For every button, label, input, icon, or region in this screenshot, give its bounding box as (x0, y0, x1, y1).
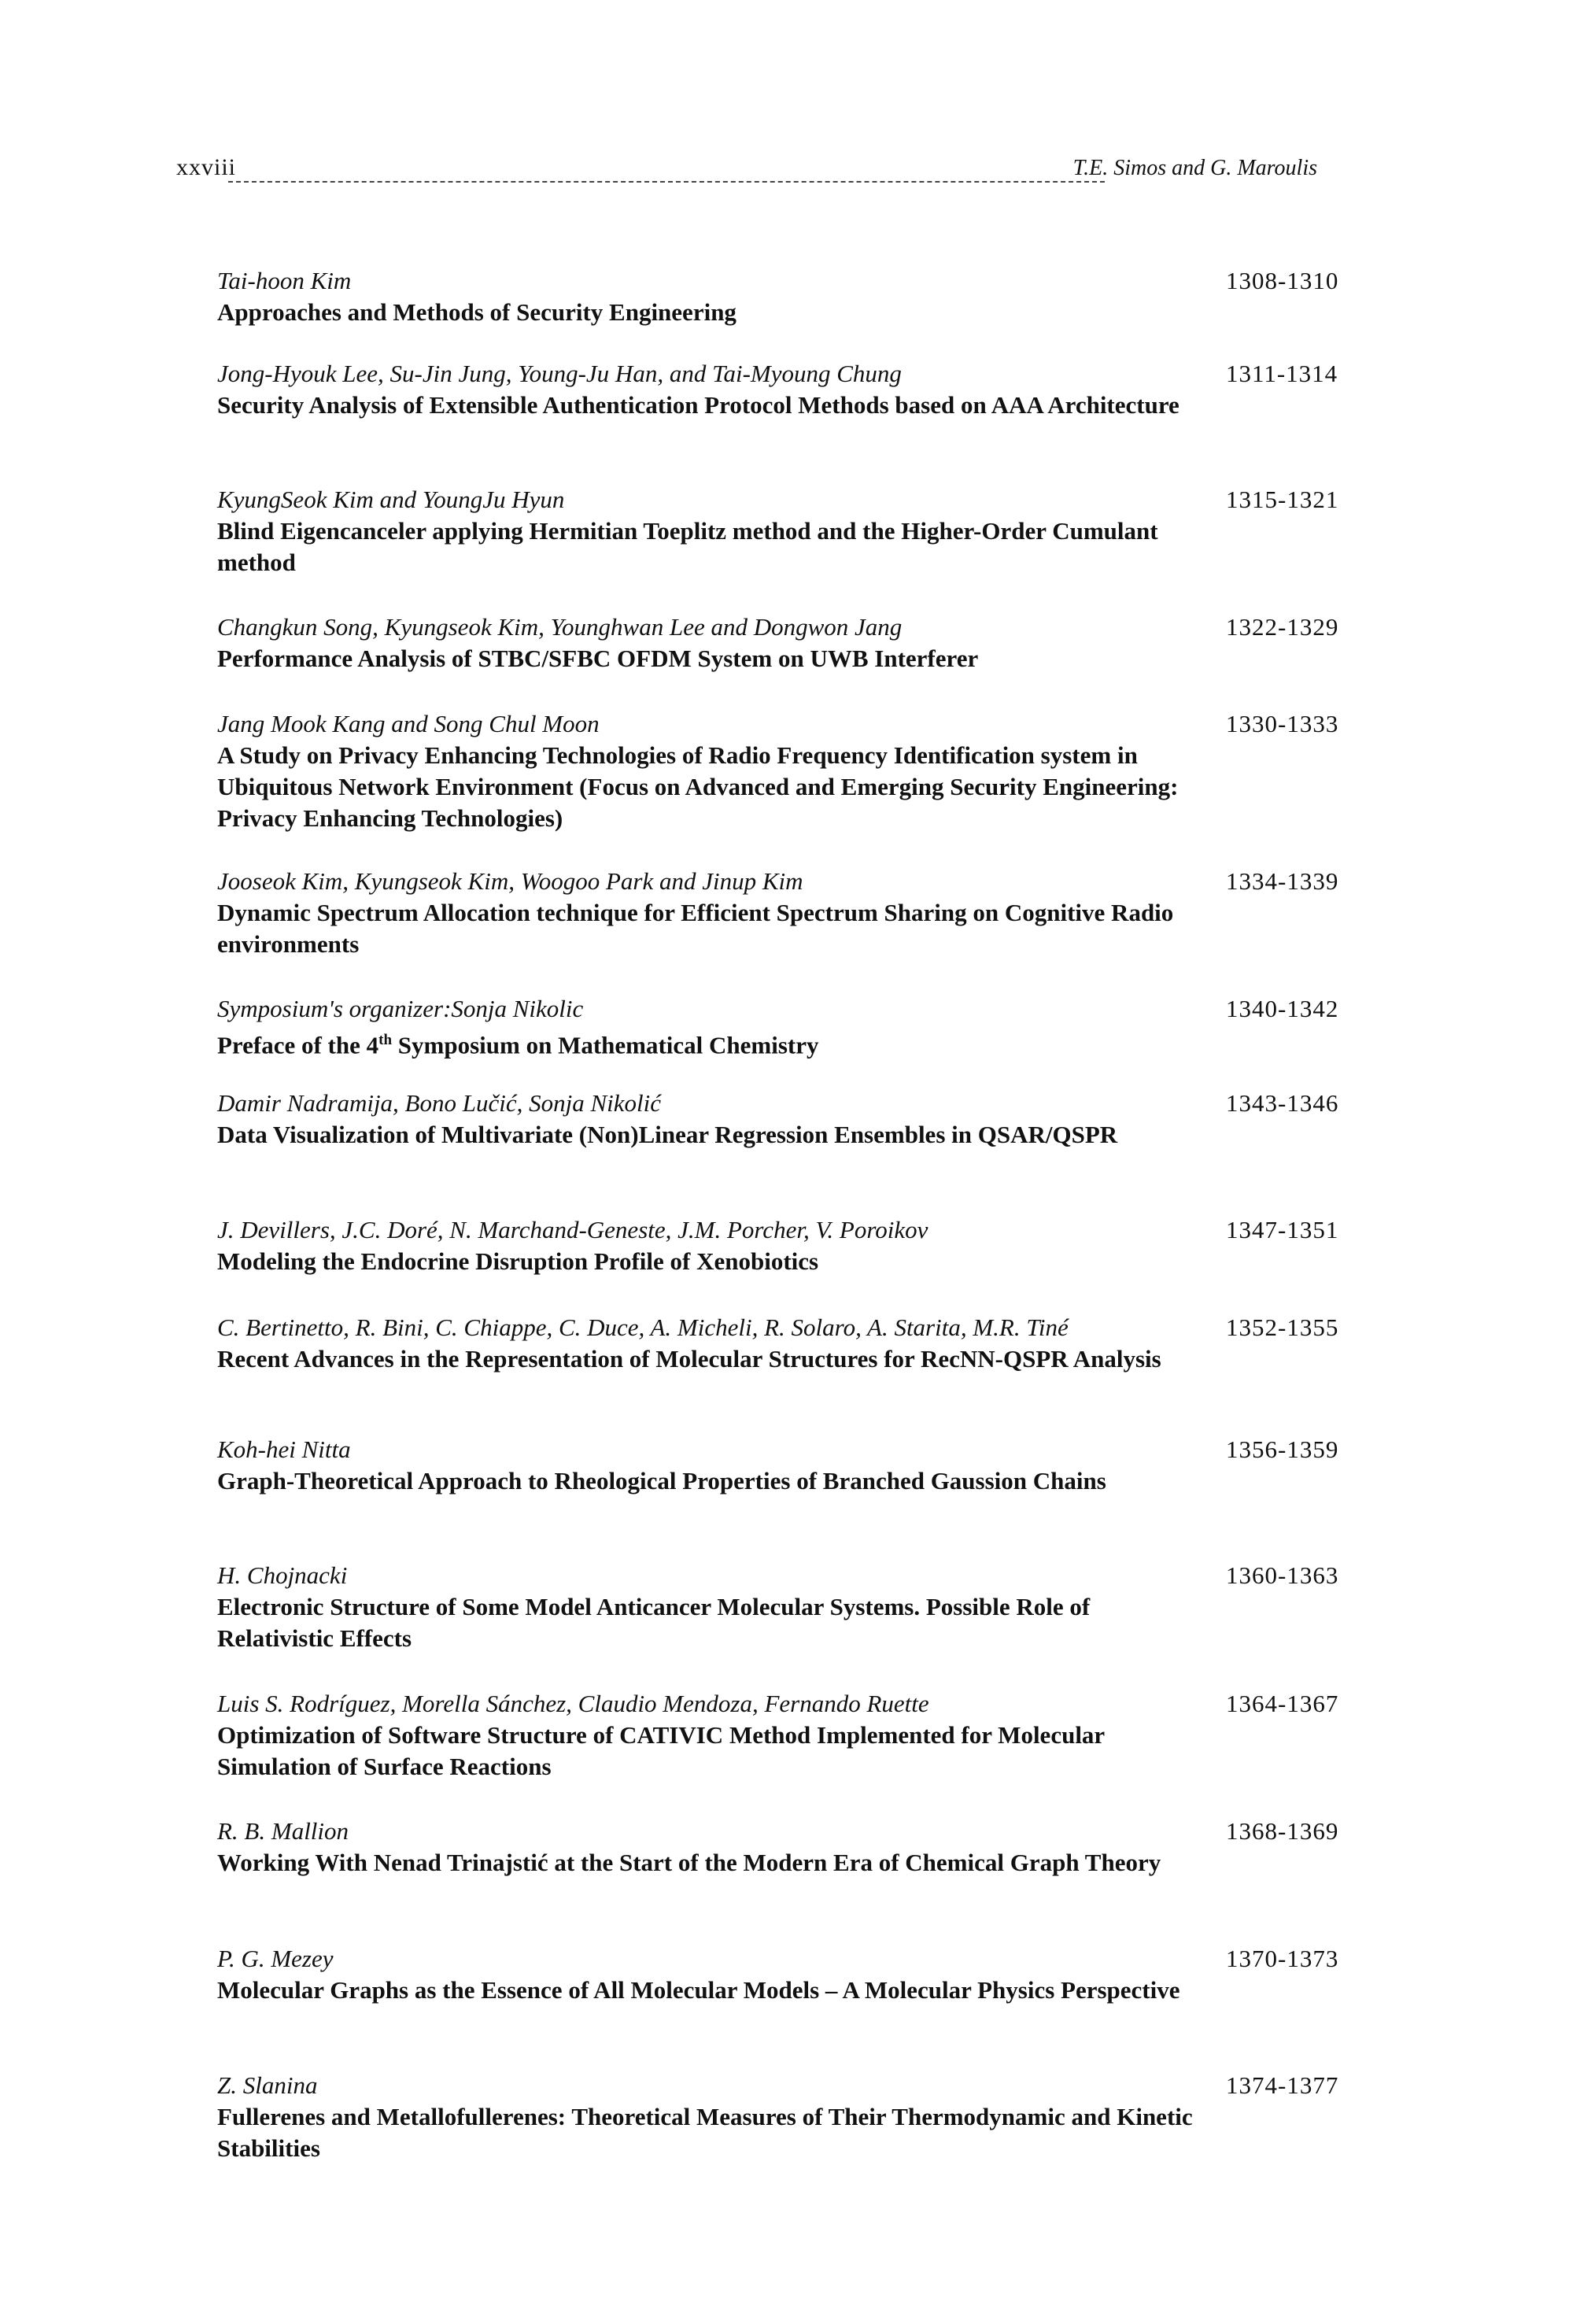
entry-title (217, 1025, 1193, 1061)
toc-entry (217, 1088, 1350, 1151)
entry-pages: 1356-1359 (1226, 1435, 1339, 1463)
entry-title: Optimization of Software Structure of CATIVIC Method Implemented for Molecular Simulation of Surface Reactions (217, 1721, 1105, 1780)
toc-entry (217, 1560, 1350, 1654)
entry-pages: 1370-1373 (1226, 1945, 1339, 1972)
entry-pages: 1364-1367 (1226, 1690, 1339, 1717)
entry-title: Graph-Theoretical Approach to Rheological Properties of Branched Gaussion Chains (217, 1467, 1106, 1495)
toc-entry (217, 1688, 1350, 1783)
entry-pages: 1347-1351 (1226, 1216, 1339, 1243)
entry-pages: 1322-1329 (1226, 613, 1339, 641)
entry-authors: C. Bertinetto, R. Bini, C. Chiappe, C. Duce, A. Micheli, R. Solaro, A. Starita, M.R. Tiné (217, 1313, 1069, 1341)
entry-title: Molecular Graphs as the Essence of All Molecular Models – A Molecular Physics Perspective (217, 1976, 1180, 2004)
toc-entry (217, 484, 1350, 578)
entry-pages: 1334-1339 (1226, 867, 1339, 895)
entry-title: A Study on Privacy Enhancing Technologies of Radio Frequency Identification system in Ubiquitous Network Environment (Focus on Advanced and Emerging Security Engineering: Privacy Enhancing Technologies) (217, 741, 1179, 832)
entry-pages: 1311-1314 (1226, 360, 1338, 387)
entry-pages: 1368-1369 (1226, 1817, 1339, 1845)
entry-authors: Jong-Hyouk Lee, Su-Jin Jung, Young-Ju Han, and Tai-Myoung Chung (217, 360, 902, 387)
entry-pages: 1330-1333 (1226, 710, 1339, 737)
entry-pages: 1352-1355 (1226, 1313, 1339, 1341)
toc-entry (217, 993, 1350, 1061)
toc-entry (217, 1434, 1350, 1497)
entry-authors: J. Devillers, J.C. Doré, N. Marchand-Geneste, J.M. Porcher, V. Poroikov (217, 1216, 928, 1243)
entry-authors: R. B. Mallion (217, 1817, 349, 1845)
entry-pages: 1374-1377 (1226, 2071, 1339, 2099)
toc-entry (217, 1312, 1350, 1375)
entry-pages: 1360-1363 (1226, 1561, 1339, 1589)
entry-pages: 1340-1342 (1226, 995, 1339, 1022)
entry-pages: 1343-1346 (1226, 1089, 1339, 1117)
entry-pages: 1308-1310 (1226, 267, 1339, 294)
entry-title: Dynamic Spectrum Allocation technique for Efficient Spectrum Sharing on Cognitive Radio environments (217, 899, 1174, 958)
entry-authors: Z. Slanina (217, 2071, 318, 2099)
entry-authors: Koh-hei Nitta (217, 1435, 351, 1463)
entry-title: Approaches and Methods of Security Engineering (217, 298, 736, 326)
toc-entry (217, 708, 1350, 834)
entry-authors: Jang Mook Kang and Song Chul Moon (217, 710, 600, 737)
toc-entry (217, 2070, 1350, 2164)
ordinal-suffix: th (378, 1032, 393, 1048)
toc-entry (217, 1214, 1350, 1277)
toc-entry (217, 1816, 1350, 1879)
entry-authors: Tai-hoon Kim (217, 267, 352, 294)
entry-title: Electronic Structure of Some Model Anticancer Molecular Systems. Possible Role of Relativistic Effects (217, 1593, 1091, 1652)
entry-title: Modeling the Endocrine Disruption Profile of Xenobiotics (217, 1247, 819, 1275)
header-authors: T.E. Simos and G. Maroulis (1072, 156, 1317, 180)
entry-title: Fullerenes and Metallofullerenes: Theoretical Measures of Their Thermodynamic and Kinetic Stabilities (217, 2103, 1193, 2162)
running-header (176, 154, 1317, 190)
entry-title: Recent Advances in the Representation of Molecular Structures for RecNN-QSPR Analysis (217, 1345, 1161, 1373)
entry-title: Data Visualization of Multivariate (Non)Linear Regression Ensembles in QSAR/QSPR (217, 1121, 1118, 1148)
title-text: Preface of the 4 (217, 1031, 379, 1059)
entry-authors: Luis S. Rodríguez, Morella Sánchez, Claudio Mendoza, Fernando Ruette (217, 1690, 929, 1717)
entry-authors: Symposium's organizer:Sonja Nikolic (217, 995, 584, 1022)
entry-authors: Changkun Song, Kyungseok Kim, Younghwan Lee and Dongwon Jang (217, 613, 903, 641)
page-number: xxviii (176, 154, 237, 180)
entry-title: Security Analysis of Extensible Authentication Protocol Methods based on AAA Architecture (217, 391, 1179, 419)
entry-title: Working With Nenad Trinajstić at the Start of the Modern Era of Chemical Graph Theory (217, 1849, 1161, 1876)
entry-authors: Damir Nadramija, Bono Lučić, Sonja Nikolić (217, 1089, 662, 1117)
toc-entry (217, 1943, 1350, 2006)
toc-entry (217, 611, 1350, 674)
header-rule (228, 181, 1105, 183)
entry-authors: P. G. Mezey (217, 1945, 334, 1972)
entry-authors: KyungSeok Kim and YoungJu Hyun (217, 486, 565, 513)
title-text: Symposium on Mathematical Chemistry (392, 1031, 819, 1059)
toc-entry (217, 265, 1350, 328)
toc-entry (217, 358, 1350, 421)
toc-entry (217, 866, 1350, 960)
entry-authors: Jooseok Kim, Kyungseok Kim, Woogoo Park and Jinup Kim (217, 867, 803, 895)
entry-pages: 1315-1321 (1226, 486, 1339, 513)
entry-authors: H. Chojnacki (217, 1561, 348, 1589)
entry-title: Performance Analysis of STBC/SFBC OFDM System on UWB Interferer (217, 645, 979, 672)
entry-title: Blind Eigencanceler applying Hermitian Toeplitz method and the Higher-Order Cumulant method (217, 517, 1158, 576)
